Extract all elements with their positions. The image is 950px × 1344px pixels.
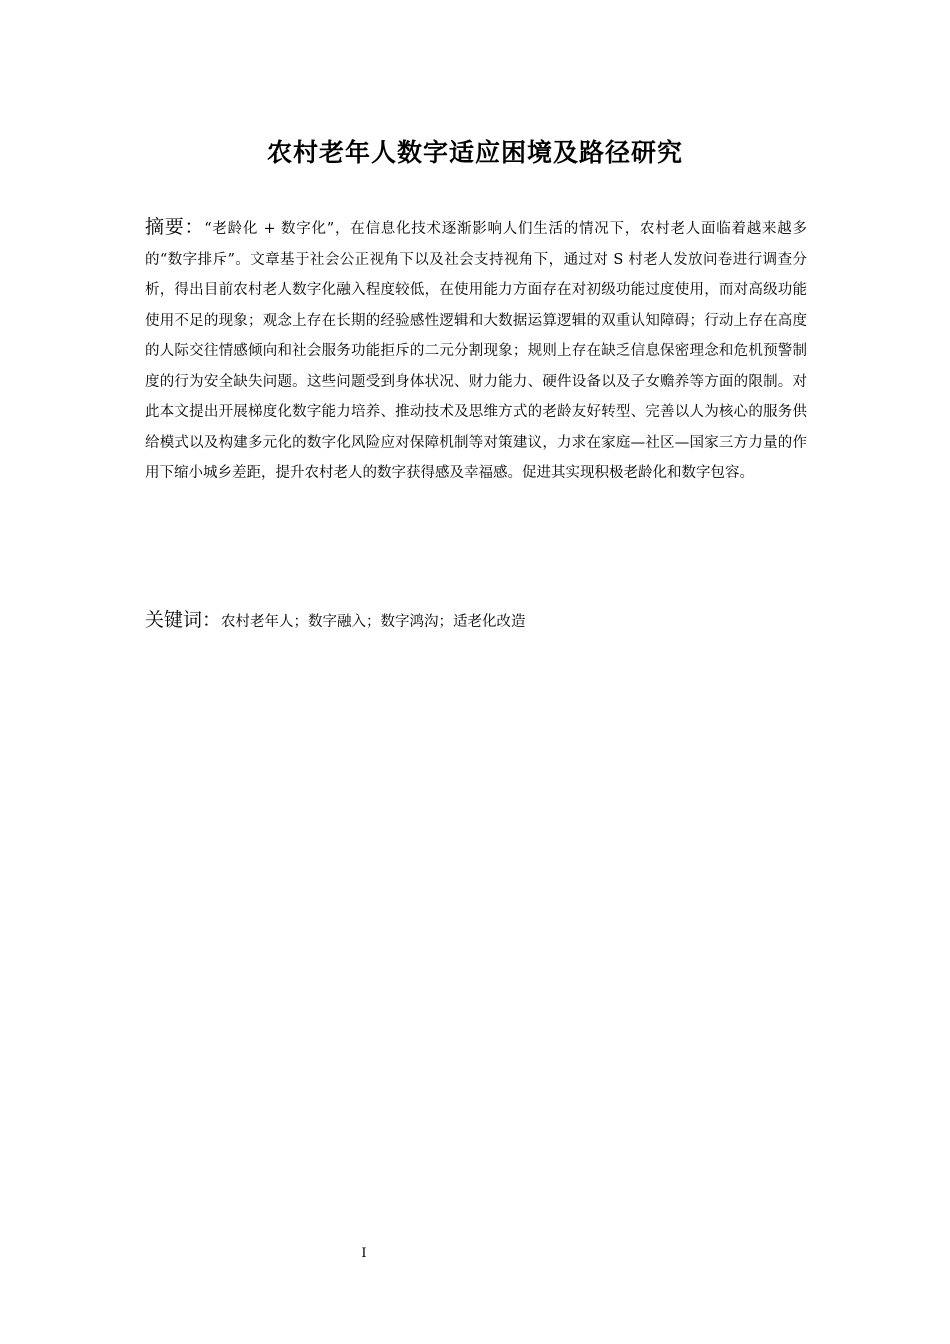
keywords-text: 农村老年人；数字融入；数字鸿沟；适老化改造 <box>221 614 526 630</box>
paper-title: 农村老年人数字适应困境及路径研究 <box>266 138 683 167</box>
keywords-section <box>145 604 807 638</box>
abstract-label: 摘要： <box>145 216 205 238</box>
page-number: I <box>361 1246 367 1261</box>
keywords-label: 关键词： <box>145 609 222 631</box>
abstract-section <box>145 212 807 489</box>
abstract-text: “老龄化 + 数字化”，在信息化技术逐渐影响人们生活的情况下，农村老人面临着越来越多的“数字排斥”。文章基于社会公正视角下以及社会支持视角下，通过对 S 村老人发放问卷进行调查分析，得出目前农村老人数字化融入程度较低，在使用能力方面存在对初级功能过度使用，而对高级功能使用不足的现象；观念上存在长期的经验感性逻辑和大数据运算逻辑的双重认知障碍；行动上存在高度的人际交往情感倾向和社会服务功能拒斥的二元分割现象；规则上存在缺乏信息保密理念和危机预警制度的行为安全缺失问题。这些问题受到身体状况、财力能力、硬件设备以及子女赡养等方面的限制。对此本文提出开展梯度化数字能力培养、推动技术及思维方式的老龄友好转型、完善以人为核心的服务供给模式以及构建多元化的数字化风险应对保障机制等对策建议，力求在家庭—社区—国家三方力量的作用下缩小城乡差距，提升农村老人的数字获得感及幸福感。促进其实现积极老龄化和数字包容。 <box>145 221 807 481</box>
